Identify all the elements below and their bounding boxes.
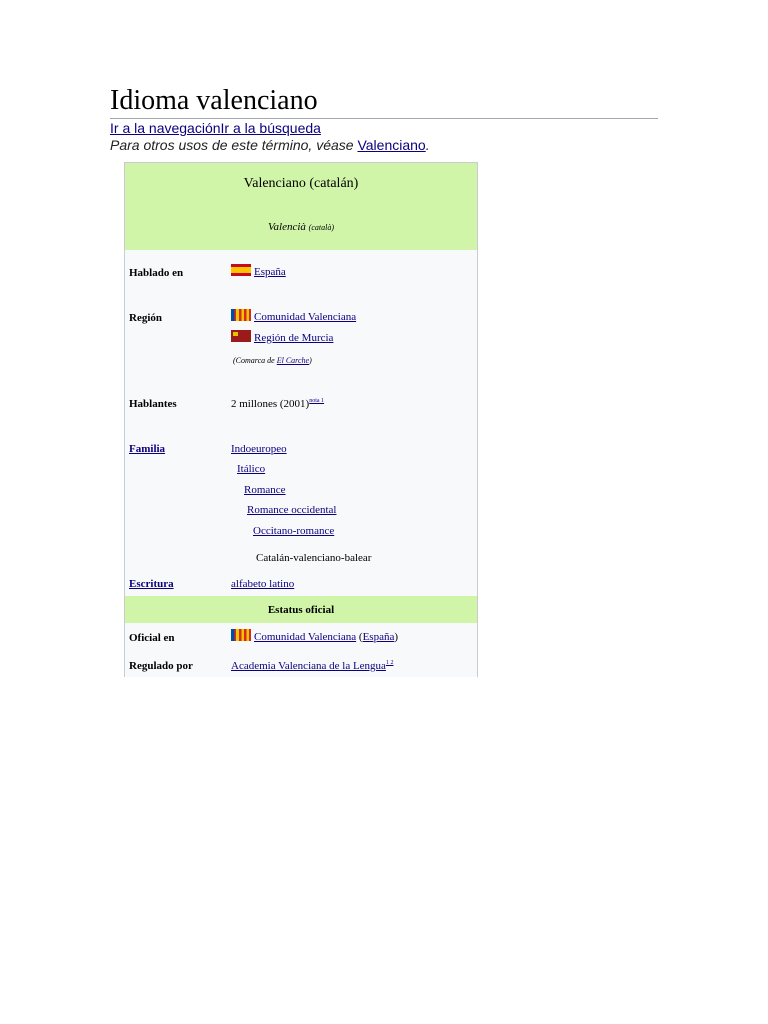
hatnote: [110, 136, 430, 154]
value-hablantes: [231, 398, 324, 410]
link-comunidad-valenciana[interactable]: Comunidad Valenciana: [254, 311, 357, 323]
familia-item-3: [244, 484, 286, 496]
region-note: [233, 356, 312, 365]
familia-item-4: [247, 504, 337, 516]
link-occitano-romance[interactable]: Occitano-romance: [253, 525, 335, 537]
value-region-2: [231, 330, 333, 344]
value-escritura: [231, 578, 294, 590]
region-note-prefix: (Comarca de: [233, 356, 277, 365]
label-hablantes: Hablantes: [129, 398, 177, 410]
link-academia-valenciana[interactable]: Academia Valenciana de la Lengua: [231, 660, 386, 672]
label-escritura: [129, 578, 174, 590]
hablantes-text: 2 millones (2001): [231, 398, 310, 410]
familia-item-2: [237, 463, 265, 475]
flag-valencia-icon: [231, 309, 251, 321]
label-hablado-en: Hablado en: [129, 267, 184, 279]
oficial-paren-open: (: [356, 631, 363, 643]
hablantes-note-link[interactable]: nota 1: [309, 398, 325, 404]
link-region-de-murcia[interactable]: Región de Murcia: [254, 332, 334, 344]
label-familia: [129, 443, 165, 455]
page-title: Idioma valenciano: [110, 84, 658, 119]
hatnote-text: Para otros usos de este término, véase: [110, 137, 358, 153]
link-espana[interactable]: España: [254, 266, 286, 278]
link-el-carche[interactable]: El Carche: [276, 356, 310, 365]
skip-to-navigation-link[interactable]: Ir a la navegación: [110, 120, 221, 136]
link-escritura[interactable]: Escritura: [129, 578, 174, 590]
link-familia[interactable]: Familia: [129, 443, 166, 455]
link-oficial-espana[interactable]: España: [362, 631, 395, 643]
value-hablado-en: [231, 264, 286, 278]
skip-links: [110, 119, 321, 137]
value-oficial-en: [231, 629, 398, 643]
infobox-native-name: [125, 221, 477, 233]
flag-spain-icon: [231, 264, 251, 276]
native-name-text: Valencià: [268, 221, 306, 233]
familia-item-5: [253, 525, 334, 537]
skip-to-search-link[interactable]: Ir a la búsqueda: [220, 120, 321, 136]
hatnote-suffix: .: [425, 137, 430, 153]
label-regulado-por: Regulado por: [129, 660, 193, 672]
link-romance[interactable]: Romance: [244, 484, 286, 496]
flag-valencia-icon: [231, 629, 251, 641]
infobox: [124, 162, 478, 677]
oficial-paren-close: ): [394, 631, 398, 643]
link-italico[interactable]: Itálico: [237, 463, 266, 475]
link-indoeuropeo[interactable]: Indoeuropeo: [231, 443, 287, 455]
label-oficial-en: Oficial en: [129, 632, 175, 644]
value-regulado-por: [231, 660, 393, 672]
value-region-1: [231, 309, 356, 323]
familia-item-1: [231, 443, 287, 455]
link-alfabeto-latino[interactable]: alfabeto latino: [231, 578, 295, 590]
link-romance-occidental[interactable]: Romance occidental: [247, 504, 337, 516]
infobox-title: Valenciano (catalán): [243, 176, 359, 191]
label-region: Región: [129, 312, 162, 324]
familia-item-6: Catalán-valenciano-balear: [256, 552, 372, 564]
flag-murcia-icon: [231, 330, 251, 342]
link-oficial-comunidad-valenciana[interactable]: Comunidad Valenciana: [254, 631, 357, 643]
status-header: Estatus oficial: [267, 604, 335, 616]
native-lang-text: (català): [308, 223, 334, 232]
hatnote-link-valenciano[interactable]: Valenciano: [357, 137, 426, 153]
region-note-suffix: ): [309, 356, 312, 365]
regulado-note-link[interactable]: 1 2: [385, 660, 394, 666]
